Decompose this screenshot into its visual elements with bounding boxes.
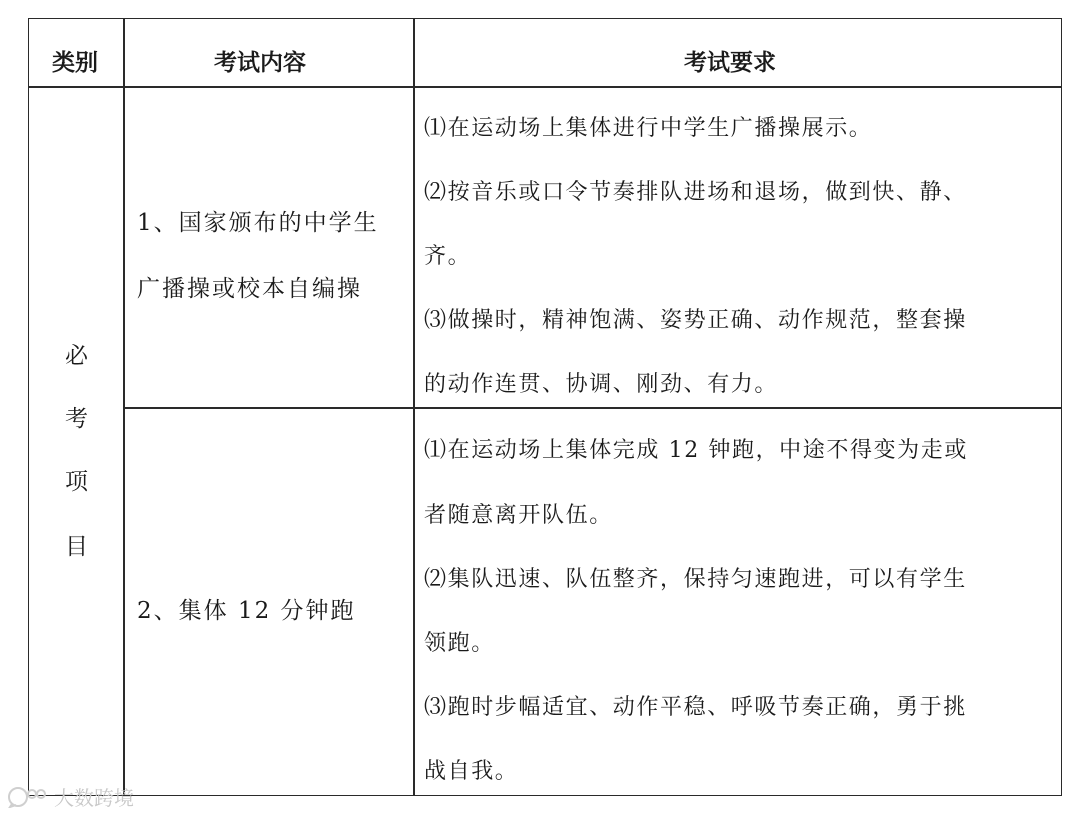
category-char: 项: [65, 469, 88, 495]
row-divider: [123, 407, 1062, 409]
watermark-text: 大数跨境: [54, 786, 134, 810]
requirement-line: 战自我。: [424, 759, 519, 784]
content-line: 广播操或校本自编操: [137, 276, 362, 302]
header-content: 考试内容: [214, 49, 306, 76]
header-requirements: 考试要求: [684, 49, 776, 76]
requirement-line: 者随意离开队伍。: [424, 503, 613, 528]
requirement-line: 的动作连贯、协调、刚劲、有力。: [424, 372, 779, 397]
category-char: 考: [65, 406, 88, 432]
category-char: 目: [65, 534, 88, 560]
content-line: 2、集体 12 分钟跑: [137, 598, 356, 624]
requirement-line: ⑵按音乐或口令节奏排队进场和退场，做到快、静、: [424, 180, 967, 205]
requirement-line: 领跑。: [424, 631, 495, 656]
requirement-line: ⑶跑时步幅适宜、动作平稳、呼吸节奏正确，勇于挑: [424, 695, 967, 720]
requirement-line: ⑴在运动场上集体完成 12 钟跑，中途不得变为走或: [424, 438, 968, 463]
requirement-line: ⑵集队迅速、队伍整齐，保持匀速跑进，可以有学生: [424, 567, 967, 592]
content-line: 1、国家颁布的中学生: [137, 210, 379, 236]
requirement-line: ⑶做操时，精神饱满、姿势正确、动作规范，整套操: [424, 308, 967, 333]
header-category: 类别: [52, 49, 98, 76]
watermark: [8, 782, 134, 811]
speech-bubble-logo-icon: [8, 786, 48, 808]
header-divider: [28, 86, 1062, 88]
requirement-line: ⑴在运动场上集体进行中学生广播操展示。: [424, 116, 873, 141]
category-char: 必: [65, 343, 88, 369]
requirement-line: 齐。: [424, 244, 472, 269]
